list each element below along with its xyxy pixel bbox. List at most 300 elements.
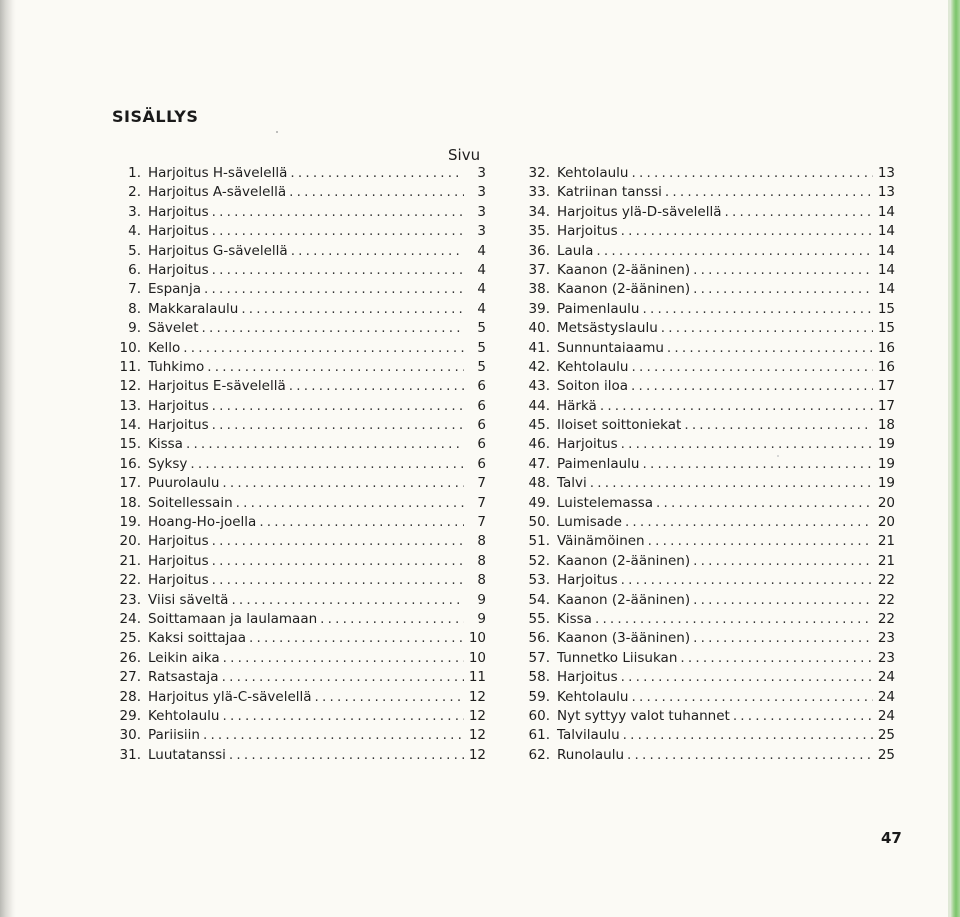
toc-entry (515, 358, 895, 377)
dot-leader (642, 455, 873, 474)
dot-leader (212, 552, 464, 571)
entry-title: Soiton iloa (557, 378, 629, 395)
toc-entry (515, 494, 895, 513)
entry-title: Harjoitus (148, 552, 209, 569)
toc-entry (106, 377, 486, 396)
entry-number: 55. (528, 610, 550, 627)
entry-title: Kaanon (2-ääninen) (557, 552, 691, 569)
entry-number: 11. (119, 358, 141, 375)
dot-leader (656, 494, 873, 513)
entry-page: 19 (877, 455, 895, 472)
toc-entry (106, 629, 486, 648)
entry-number: 49. (528, 494, 550, 511)
entry-number: 44. (528, 397, 550, 414)
entry-number: 4. (128, 223, 141, 240)
entry-number: 31. (119, 746, 141, 763)
toc-entry (515, 474, 895, 493)
dot-leader (693, 552, 873, 571)
dot-leader (625, 513, 873, 532)
entry-title: Kaanon (2-ääninen) (557, 591, 691, 608)
toc-entry (515, 435, 895, 454)
toc-entry (515, 397, 895, 416)
entry-page: 10 (468, 630, 486, 647)
entry-number: 20. (119, 533, 141, 550)
toc-column-left (106, 164, 486, 765)
entry-title: Ratsastaja (148, 669, 219, 686)
page-column-header: Sivu (448, 146, 481, 164)
entry-number: 56. (528, 630, 550, 647)
toc-entry (515, 319, 895, 338)
dot-leader (249, 629, 464, 648)
entry-number: 24. (119, 610, 141, 627)
entry-title: Harjoitus (557, 669, 618, 686)
entry-page: 14 (877, 261, 895, 278)
toc-entry (515, 668, 895, 687)
entry-number: 19. (119, 514, 141, 531)
entry-page: 23 (877, 630, 895, 647)
entry-page: 24 (877, 688, 895, 705)
dot-leader (212, 203, 464, 222)
entry-title: Tunnetko Liisukan (557, 649, 678, 666)
dot-leader (289, 183, 464, 202)
toc-entry (106, 435, 486, 454)
dot-leader (661, 319, 873, 338)
dot-leader (642, 300, 873, 319)
entry-title: Espanja (148, 281, 201, 298)
entry-title: Harjoitus G-sävelellä (148, 242, 288, 259)
toc-entry (515, 183, 895, 202)
dot-leader (590, 474, 873, 493)
entry-page: 5 (477, 358, 486, 375)
entry-title: Harjoitus A-sävelellä (148, 184, 287, 201)
toc-entry (106, 707, 486, 726)
dot-leader (212, 416, 464, 435)
toc-entry (106, 319, 486, 338)
entry-number: 32. (528, 165, 550, 181)
entry-title: Harjoitus (148, 533, 209, 550)
entry-page: 14 (877, 281, 895, 298)
dot-leader (725, 203, 874, 222)
toc-column-right (515, 164, 895, 765)
entry-page: 6 (477, 417, 486, 434)
green-page-edge (950, 0, 960, 917)
toc-entry (106, 688, 486, 707)
toc-entry (106, 610, 486, 629)
entry-title: Kissa (557, 610, 592, 627)
entry-page: 19 (877, 475, 895, 492)
entry-title: Iloiset soittoniekat (557, 417, 682, 434)
entry-title: Kehtolaulu (148, 707, 220, 724)
entry-page: 10 (468, 649, 486, 666)
entry-title: Paimenlaulu (557, 455, 640, 472)
toc-entry (515, 222, 895, 241)
entry-number: 41. (528, 339, 550, 356)
entry-page: 21 (877, 533, 895, 550)
entry-page: 6 (477, 378, 486, 395)
entry-number: 51. (528, 533, 550, 550)
entry-number: 48. (528, 475, 550, 492)
toc-entry (515, 649, 895, 668)
dot-leader (631, 358, 873, 377)
binding-shadow (0, 0, 16, 917)
entry-number: 23. (119, 591, 141, 608)
toc-entry (106, 513, 486, 532)
entry-title: Kehtolaulu (557, 165, 629, 181)
dot-leader (229, 746, 464, 765)
entry-number: 1. (128, 165, 141, 181)
entry-number: 28. (119, 688, 141, 705)
dot-leader (631, 688, 873, 707)
entry-page: 22 (877, 610, 895, 627)
dot-leader (693, 629, 873, 648)
dot-leader (259, 513, 464, 532)
toc-entry (515, 242, 895, 261)
entry-title: Soittamaan ja laulamaan (148, 610, 318, 627)
entry-number: 2. (128, 184, 141, 201)
toc-entry (106, 164, 486, 183)
entry-title: Kaanon (2-ääninen) (557, 261, 691, 278)
toc-entry (515, 629, 895, 648)
dot-leader (665, 183, 873, 202)
entry-page: 7 (477, 494, 486, 511)
entry-page: 13 (877, 165, 895, 181)
entry-number: 60. (528, 707, 550, 724)
entry-title: Leikin aika (148, 649, 220, 666)
entry-number: 33. (528, 184, 550, 201)
entry-page: 8 (477, 533, 486, 550)
entry-title: Nyt syttyy valot tuhannet (557, 707, 730, 724)
entry-page: 6 (477, 455, 486, 472)
toc-entry (106, 668, 486, 687)
entry-page: 11 (468, 669, 486, 686)
toc-entry (515, 513, 895, 532)
entry-number: 59. (528, 688, 550, 705)
entry-page: 6 (477, 397, 486, 414)
dot-leader (289, 377, 464, 396)
entry-number: 62. (528, 746, 550, 763)
entry-number: 50. (528, 514, 550, 531)
entry-page: 7 (477, 475, 486, 492)
entry-page: 22 (877, 572, 895, 589)
dot-leader (631, 377, 873, 396)
toc-entry (515, 707, 895, 726)
toc-entry (515, 164, 895, 183)
entry-number: 13. (119, 397, 141, 414)
toc-entry (106, 474, 486, 493)
toc-entry (106, 726, 486, 745)
entry-title: Puurolaulu (148, 475, 220, 492)
entry-page: 16 (877, 358, 895, 375)
entry-title: Kaanon (3-ääninen) (557, 630, 691, 647)
entry-page: 14 (877, 223, 895, 240)
entry-page: 20 (877, 514, 895, 531)
dot-leader (183, 339, 464, 358)
entry-number: 53. (528, 572, 550, 589)
dot-leader (680, 649, 873, 668)
entry-title: Harjoitus ylä-D-sävelellä (557, 203, 722, 220)
dot-leader (648, 532, 873, 551)
entry-title: Harjoitus H-sävelellä (148, 165, 288, 181)
entry-number: 45. (528, 417, 550, 434)
toc-entry (515, 552, 895, 571)
entry-page: 9 (477, 610, 486, 627)
entry-number: 43. (528, 378, 550, 395)
entry-title: Väinämöinen (557, 533, 645, 550)
entry-page: 12 (468, 707, 486, 724)
dot-leader (186, 435, 464, 454)
entry-page: 16 (877, 339, 895, 356)
entry-number: 6. (128, 261, 141, 278)
entry-page: 9 (477, 591, 486, 608)
entry-number: 58. (528, 669, 550, 686)
entry-number: 54. (528, 591, 550, 608)
toc-entry (106, 339, 486, 358)
toc-entry (106, 183, 486, 202)
entry-number: 61. (528, 727, 550, 744)
entry-title: Harjoitus (148, 203, 209, 220)
toc-entry (106, 300, 486, 319)
dot-leader (212, 397, 464, 416)
entry-title: Talvi (557, 475, 587, 492)
entry-title: Soitellessain (148, 494, 233, 511)
entry-page: 25 (877, 727, 895, 744)
entry-page: 8 (477, 572, 486, 589)
dot-leader (241, 300, 464, 319)
toc-entry (106, 552, 486, 571)
toc-entry (515, 746, 895, 765)
entry-number: 18. (119, 494, 141, 511)
entry-title: Talvilaulu (557, 727, 620, 744)
entry-page: 8 (477, 552, 486, 569)
entry-number: 27. (119, 669, 141, 686)
dot-leader (315, 688, 464, 707)
entry-page: 4 (477, 281, 486, 298)
dot-leader (621, 435, 873, 454)
entry-page: 13 (877, 184, 895, 201)
toc-entry (515, 726, 895, 745)
entry-number: 10. (119, 339, 141, 356)
dot-leader (212, 532, 464, 551)
entry-number: 47. (528, 455, 550, 472)
entry-title: Harjoitus (557, 436, 618, 453)
entry-page: 14 (877, 203, 895, 220)
dot-leader (223, 649, 464, 668)
entry-title: Harjoitus ylä-C-sävelellä (148, 688, 312, 705)
dot-leader (693, 591, 873, 610)
entry-number: 42. (528, 358, 550, 375)
entry-page: 12 (468, 727, 486, 744)
entry-number: 46. (528, 436, 550, 453)
entry-title: Katriinan tanssi (557, 184, 662, 201)
entry-page: 5 (477, 320, 486, 337)
entry-page: 4 (477, 242, 486, 259)
entry-number: 8. (128, 300, 141, 317)
entry-title: Paimenlaulu (557, 300, 640, 317)
entry-page: 12 (468, 688, 486, 705)
entry-title: Kissa (148, 436, 183, 453)
entry-number: 36. (528, 242, 550, 259)
toc-entry (515, 203, 895, 222)
entry-title: Kehtolaulu (557, 688, 629, 705)
dot-leader (320, 610, 464, 629)
dot-leader (291, 242, 464, 261)
entry-title: Lumisade (557, 514, 622, 531)
dot-leader (212, 222, 464, 241)
toc-entry (106, 455, 486, 474)
entry-number: 26. (119, 649, 141, 666)
entry-number: 9. (128, 320, 141, 337)
page-number: 47 (881, 829, 902, 847)
entry-number: 7. (128, 281, 141, 298)
toc-entry (515, 571, 895, 590)
dot-leader (693, 261, 873, 280)
dot-leader (222, 474, 464, 493)
entry-title: Harjoitus (557, 572, 618, 589)
entry-page: 4 (477, 261, 486, 278)
entry-number: 35. (528, 223, 550, 240)
entry-title: Kello (148, 339, 181, 356)
dot-leader (236, 494, 464, 513)
dot-leader (621, 571, 873, 590)
entry-page: 3 (477, 203, 486, 220)
dot-leader (600, 397, 873, 416)
entry-number: 15. (119, 436, 141, 453)
entry-number: 34. (528, 203, 550, 220)
dot-leader (204, 280, 464, 299)
entry-title: Viisi säveltä (148, 591, 229, 608)
entry-title: Laula (557, 242, 594, 259)
toc-entry (106, 397, 486, 416)
entry-title: Luistelemassa (557, 494, 654, 511)
entry-page: 17 (877, 397, 895, 414)
entry-title: Sunnuntaiaamu (557, 339, 664, 356)
dot-leader (212, 571, 464, 590)
dot-leader (627, 746, 873, 765)
entry-title: Kaanon (2-ääninen) (557, 281, 691, 298)
dot-leader (596, 242, 873, 261)
toc-entry (106, 649, 486, 668)
toc-entry (106, 746, 486, 765)
toc-entry (515, 532, 895, 551)
toc-entry (106, 416, 486, 435)
entry-page: 24 (877, 669, 895, 686)
toc-entry (515, 591, 895, 610)
entry-page: 18 (877, 417, 895, 434)
entry-number: 14. (119, 417, 141, 434)
toc-entry (106, 203, 486, 222)
entry-page: 3 (477, 223, 486, 240)
entry-page: 5 (477, 339, 486, 356)
entry-number: 12. (119, 378, 141, 395)
dot-leader (621, 222, 873, 241)
entry-number: 17. (119, 475, 141, 492)
entry-title: Harjoitus (148, 572, 209, 589)
dot-leader (667, 339, 873, 358)
dot-leader (595, 610, 873, 629)
entry-title: Harjoitus (148, 223, 209, 240)
entry-page: 20 (877, 494, 895, 511)
dot-leader (202, 319, 465, 338)
entry-title: Tuhkimo (148, 358, 205, 375)
entry-number: 52. (528, 552, 550, 569)
entry-page: 15 (877, 300, 895, 317)
dot-leader (631, 164, 873, 183)
entry-title: Hoang-Ho-joella (148, 514, 257, 531)
entry-page: 24 (877, 707, 895, 724)
entry-page: 3 (477, 165, 486, 181)
dot-leader (684, 416, 873, 435)
toc-entry (106, 358, 486, 377)
dot-leader (693, 280, 873, 299)
toc-entry (106, 222, 486, 241)
entry-number: 37. (528, 261, 550, 278)
entry-page: 4 (477, 300, 486, 317)
toc-entry (106, 571, 486, 590)
toc-entry (515, 416, 895, 435)
entry-page: 17 (877, 378, 895, 395)
toc-entry (106, 280, 486, 299)
paper-speck (276, 131, 278, 133)
entry-number: 57. (528, 649, 550, 666)
entry-page: 3 (477, 184, 486, 201)
dot-leader (290, 164, 464, 183)
entry-number: 16. (119, 455, 141, 472)
entry-title: Pariisiin (148, 727, 200, 744)
entry-title: Runolaulu (557, 746, 625, 763)
toc-entry (515, 455, 895, 474)
dot-leader (623, 726, 873, 745)
dot-leader (190, 455, 464, 474)
toc-entry (515, 339, 895, 358)
dot-leader (222, 668, 464, 687)
dot-leader (212, 261, 464, 280)
entry-title: Harjoitus (148, 261, 209, 278)
entry-title: Harjoitus (557, 223, 618, 240)
entry-title: Härkä (557, 397, 597, 414)
entry-number: 22. (119, 572, 141, 589)
entry-page: 14 (877, 242, 895, 259)
entry-page: 19 (877, 436, 895, 453)
entry-title: Syksy (148, 455, 188, 472)
toc-entry (106, 532, 486, 551)
toc-entry (515, 300, 895, 319)
entry-title: Luutatanssi (148, 746, 226, 763)
entry-page: 21 (877, 552, 895, 569)
page-title: SISÄLLYS (112, 107, 199, 126)
toc-entry (515, 280, 895, 299)
entry-page: 25 (877, 746, 895, 763)
dot-leader (203, 726, 464, 745)
entry-number: 38. (528, 281, 550, 298)
entry-number: 21. (119, 552, 141, 569)
entry-page: 7 (477, 514, 486, 531)
entry-number: 40. (528, 320, 550, 337)
dot-leader (733, 707, 873, 726)
dot-leader (621, 668, 873, 687)
dot-leader (207, 358, 464, 377)
dot-leader (222, 707, 464, 726)
entry-number: 29. (119, 707, 141, 724)
entry-page: 6 (477, 436, 486, 453)
entry-title: Harjoitus (148, 417, 209, 434)
entry-number: 30. (119, 727, 141, 744)
toc-entry (106, 242, 486, 261)
toc-entry (515, 610, 895, 629)
entry-page: 15 (877, 320, 895, 337)
toc-entry (515, 377, 895, 396)
entry-title: Kehtolaulu (557, 358, 629, 375)
entry-number: 25. (119, 630, 141, 647)
